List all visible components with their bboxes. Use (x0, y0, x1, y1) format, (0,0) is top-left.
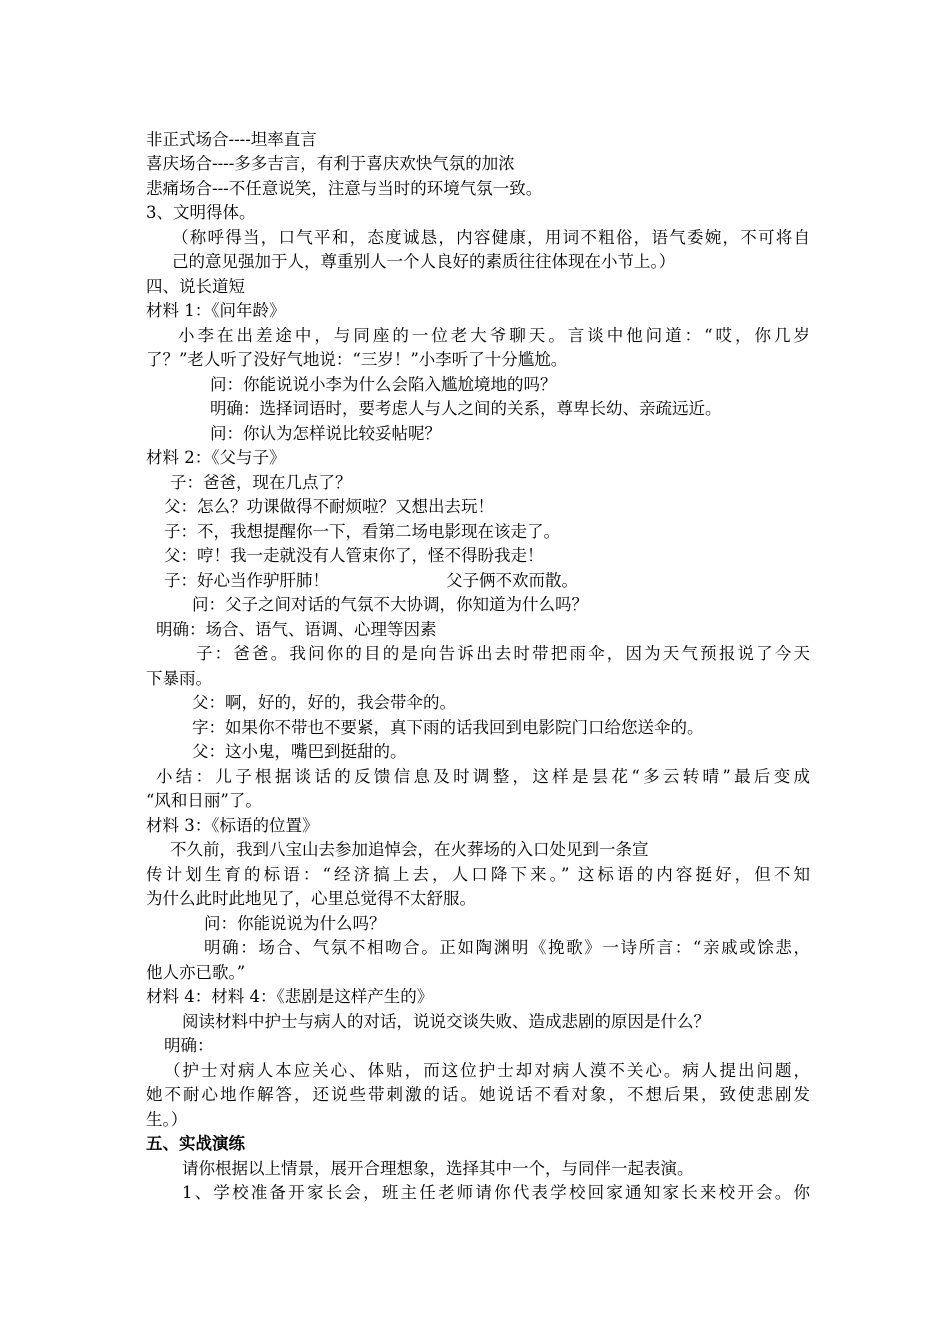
dialogue-line: 子：爸爸。我问你的目的是向告诉出去时带把雨伞，因为天气预报说了今天 (196, 644, 810, 663)
text-line: 小李在出差途中，与同座的一位老大爷聊天。言谈中他问道：“哎，你几岁 (178, 326, 810, 345)
question-line: 阅读材料中护士与病人的对话，说说交谈失败、造成悲剧的原因是什么？ (182, 1012, 710, 1031)
question-line: 问：你能说说小李为什么会陷入尴尬境地的吗？ (210, 375, 557, 394)
section-heading: 四、说长道短 (146, 277, 245, 296)
section-heading: 3、文明得体。 (146, 203, 256, 222)
answer-line: 明确：场合、气氛不相吻合。正如陶渊明《挽歌》一诗所言：“亲戚或馀悲， (204, 938, 810, 957)
text-line: 喜庆场合----多多吉言，有利于喜庆欢快气氛的加浓 (146, 154, 515, 173)
dialogue-line: 父：怎么？功课做得不耐烦啦？又想出去玩！ (164, 497, 494, 516)
dialogue-line: 字：如果你不带也不要紧，真下雨的话我回到电影院门口给您送伞的。 (192, 718, 704, 737)
text-line: 了？”老人听了没好气地说：“三岁！”小李听了十分尴尬。 (146, 350, 568, 369)
text-line: 悲痛场合---不任意说笑，注意与当时的环境气氛一致。 (146, 179, 543, 198)
answer-line: 明确：场合、语气、语调、心理等因素 (156, 620, 437, 639)
answer-line: 明确：选择词语时，要考虑人与人之间的关系，尊卑长幼、亲疏远近。 (210, 399, 722, 418)
dialogue-line: 父：哼！我一走就没有人管束你了，怪不得盼我走！ (164, 546, 544, 565)
answer-line: 明确： (164, 1036, 214, 1055)
material-title: 材料 3：《标语的位置》 (146, 816, 319, 835)
narration-text: 父子俩不欢而散。 (446, 571, 578, 590)
dialogue-line: 子：爸爸，现在几点了？ (170, 473, 352, 492)
dialogue-line: 父：啊，好的，好的，我会带伞的。 (192, 693, 456, 712)
question-line: 问：你认为怎样说比较妥帖呢？ (210, 424, 441, 443)
text-line: 为什么此时此地见了，心里总觉得不太舒服。 (146, 889, 476, 908)
dialogue-line: 父：这小鬼，嘴巴到挺甜的。 (192, 742, 407, 761)
text-line: 不久前，我到八宝山去参加追悼会，在火葬场的入口处见到一条宣 (170, 840, 649, 859)
answer-line: 他人亦已歌。” (146, 963, 246, 982)
dialogue-line: 子：不，我想提醒你一下，看第二场电影现在该走了。 (164, 522, 560, 541)
text-line: 非正式场合----坦率直言 (146, 130, 317, 149)
text-line: （称呼得当，口气平和，态度诚恳，内容健康，用词不粗俗，语气委婉，不可将自 (172, 228, 810, 247)
text-line: 请你根据以上情景，展开合理想象，选择其中一个，与同伴一起表演。 (182, 1159, 694, 1178)
question-line: 问：父子之间对话的气氛不大协调，你知道为什么吗？ (192, 595, 588, 614)
summary-line: “风和日丽”了。 (146, 791, 262, 810)
text-line: 1、学校准备开家长会，班主任老师请你代表学校回家通知家长来校开会。你 (182, 1183, 810, 1202)
summary-line: 小结：儿子根据谈话的反馈信息及时调整，这样是昙花“多云转晴”最后变成 (156, 767, 810, 786)
material-title: 材料 4：材料 4：《悲剧是这样产生的》 (146, 987, 434, 1006)
text-line: 生。） (146, 1110, 188, 1129)
text-line: 己的意见强加于人，尊重别人一个人良好的素质往往体现在小节上。） (172, 252, 676, 271)
text-line: 传计划生育的标语：“经济搞上去，人口降下来。” 这标语的内容挺好，但不知 (146, 865, 810, 884)
text-line: 她不耐心地作解答，还说些带刺激的话。她说话不看对象，不想后果，致使悲剧发 (146, 1085, 810, 1104)
dialogue-line: 下暴雨。 (146, 669, 212, 688)
material-title: 材料 2：《父与子》 (146, 448, 286, 467)
material-title: 材料 1：《问年龄》 (146, 301, 286, 320)
question-line: 问：你能说说为什么吗？ (204, 914, 386, 933)
text-line: （护士对病人本应关心、体贴，而这位护士却对病人漠不关心。病人提出问题， (164, 1061, 810, 1080)
section-heading: 五、实战演练 (146, 1134, 245, 1153)
dialogue-line: 子：好心当作驴肝肺！ (164, 571, 329, 590)
